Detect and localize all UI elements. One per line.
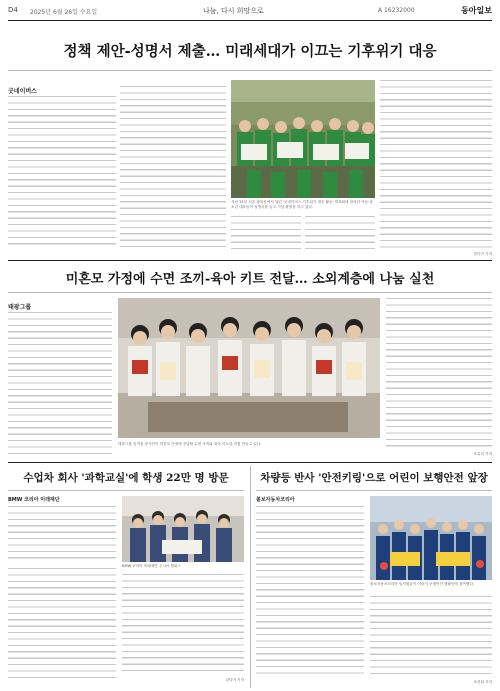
article1-column-4 xyxy=(380,80,492,248)
article1-photo xyxy=(231,80,375,198)
article2-signature: 조유리 기자 xyxy=(473,452,492,456)
article1-column-2 xyxy=(120,86,226,248)
article1-headline: 정책 제안-성명서 제출… 미래세대가 이끄는 기후위기 대응 xyxy=(63,43,437,60)
article3-photo-caption: BMW 코리아 미래재단 주니어 캠퍼스 xyxy=(122,564,181,568)
article2-column-1 xyxy=(8,312,112,454)
group-photo-image xyxy=(231,80,375,198)
article4-rule xyxy=(256,490,492,491)
safety-campaign-photo-image xyxy=(370,496,492,580)
article4-photo-caption: 볼보자동차코리아 임직원들이 어린이 보행안전 캠페인에 참여했다. xyxy=(370,582,475,586)
article4-photo xyxy=(370,496,492,580)
students-photo-image xyxy=(122,496,244,562)
article2-headline: 미혼모 가정에 수면 조끼-육아 키트 전달… 소외계층에 나눔 실천 xyxy=(65,272,435,287)
article3-headline: 수업차 회사 '과학교실'에 학생 22만 명 방문 xyxy=(23,472,229,484)
article2-rule xyxy=(8,292,492,293)
issue-code: A 16232000 xyxy=(378,7,415,14)
article4-headline: 차량등 반사 '안전키링'으로 어린이 보행안전 앞장 xyxy=(260,472,488,484)
header-rule xyxy=(8,20,492,21)
article3-photo xyxy=(122,496,244,562)
article2-byline: 태광그룹 xyxy=(8,304,32,311)
article4-byline: 볼보자동차코리아 xyxy=(256,497,295,503)
column-divider xyxy=(250,466,251,688)
section-divider-1 xyxy=(8,260,492,261)
article3-signature: 강디아 기자 xyxy=(225,678,244,682)
article2-column-3 xyxy=(386,298,492,448)
article1-column-3a xyxy=(231,216,301,252)
article4-signature: 조선희 기자 xyxy=(473,680,492,684)
volunteer-photo-image xyxy=(118,298,380,438)
article3-column-1b xyxy=(8,568,116,680)
article3-column-1 xyxy=(8,506,116,562)
article1-rule xyxy=(8,70,492,71)
newspaper-logo: 동아일보 xyxy=(461,5,492,15)
page-number: D4 xyxy=(8,6,18,14)
article2-photo-caption: 태광그룹 임직원 봉사단이 미혼모 가정에 전달할 수면 조끼와 육아 키트를 직접 만들고 있다. xyxy=(118,442,262,446)
article4-column-2 xyxy=(370,596,492,676)
page-header xyxy=(8,6,492,20)
article1-signature: 강디아 기자 xyxy=(473,252,492,256)
article2-photo xyxy=(118,298,380,438)
publication-date: 2025년 6월 26일 수요일 xyxy=(30,9,98,16)
article1-photo-caption: 지난 15일 서울 광화문에서 열린 '굿네이버스 기후위기 대응 활동' 발표회에 참석한 아동·청소년 대표들이 성명서를 들고 기념 촬영을 하고 있다. xyxy=(231,200,373,209)
article1-column-3b xyxy=(305,216,375,252)
article4-column-1 xyxy=(256,506,364,678)
article3-byline: BMW 코리아 미래재단 xyxy=(8,497,60,503)
section-divider-2 xyxy=(8,462,492,463)
article3-column-2 xyxy=(122,574,244,674)
article1-column-1 xyxy=(8,96,116,248)
section-title: 나눔, 다시 희망으로 xyxy=(203,7,264,15)
article3-rule xyxy=(8,490,244,491)
article1-byline: 굿네이버스 xyxy=(8,88,37,95)
